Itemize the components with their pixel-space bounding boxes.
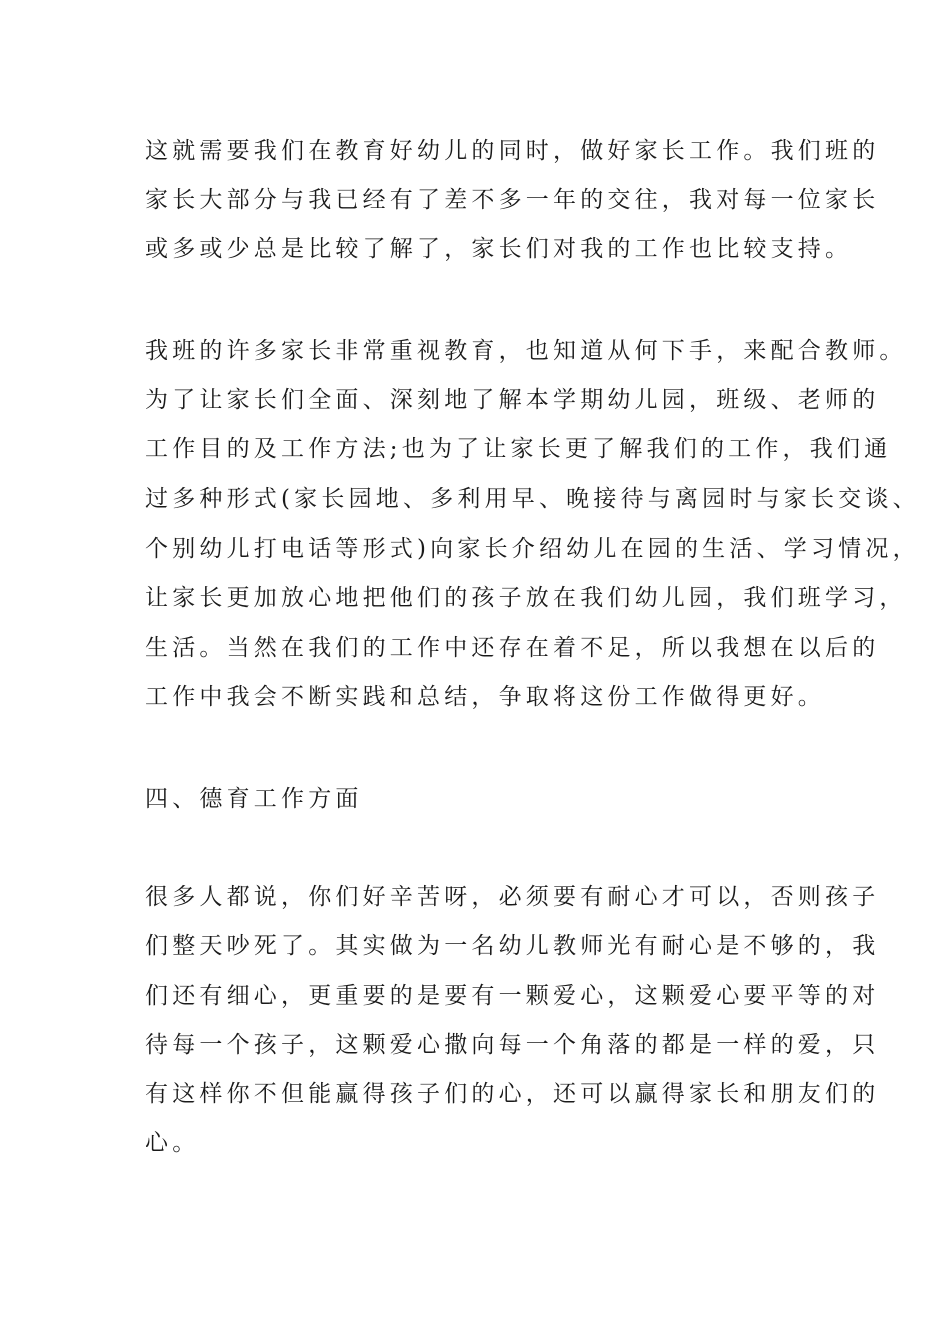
paragraph-1-line-2: 家长大部分与我已经有了差不多一年的交往，我对每一位家长 — [145, 187, 880, 213]
paragraph-2-line-6: 让家长更加放心地把他们的孩子放在我们幼儿园，我们班学习， — [145, 585, 907, 611]
paragraph-4-line-2: 们整天吵死了。其实做为一名幼儿教师光有耐心是不够的，我 — [145, 933, 880, 959]
paragraph-1-line-1: 这就需要我们在教育好幼儿的同时，做好家长工作。我们班的 — [145, 138, 880, 164]
paragraph-4-line-1: 很多人都说，你们好辛苦呀，必须要有耐心才可以，否则孩子 — [145, 884, 880, 910]
paragraph-2-line-5: 个别幼儿打电话等形式)向家长介绍幼儿在园的生活、学习情况， — [145, 536, 920, 562]
paragraph-2-line-1: 我班的许多家长非常重视教育，也知道从何下手，来配合教师。 — [145, 338, 907, 364]
paragraph-2-line-3: 工作目的及工作方法;也为了让家长更了解我们的工作，我们通 — [145, 436, 892, 462]
paragraph-2-line-8: 工作中我会不断实践和总结，争取将这份工作做得更好。 — [145, 684, 825, 710]
paragraph-4-line-3: 们还有细心，更重要的是要有一颗爱心，这颗爱心要平等的对 — [145, 983, 880, 1009]
paragraph-1-line-3: 或多或少总是比较了解了，家长们对我的工作也比较支持。 — [145, 236, 853, 262]
paragraph-2-line-2: 为了让家长们全面、深刻地了解本学期幼儿园，班级、老师的 — [145, 387, 880, 413]
section-heading: 四、德育工作方面 — [145, 786, 363, 812]
paragraph-4-line-6: 心。 — [145, 1130, 200, 1156]
paragraph-4-line-5: 有这样你不但能赢得孩子们的心，还可以赢得家长和朋友们的 — [145, 1081, 880, 1107]
paragraph-2-line-7: 生活。当然在我们的工作中还存在着不足，所以我想在以后的 — [145, 635, 880, 661]
paragraph-2-line-4: 过多种形式(家长园地、多利用早、晚接待与离园时与家长交谈、 — [145, 486, 920, 512]
paragraph-4-line-4: 待每一个孩子，这颗爱心撒向每一个角落的都是一样的爱，只 — [145, 1032, 880, 1058]
